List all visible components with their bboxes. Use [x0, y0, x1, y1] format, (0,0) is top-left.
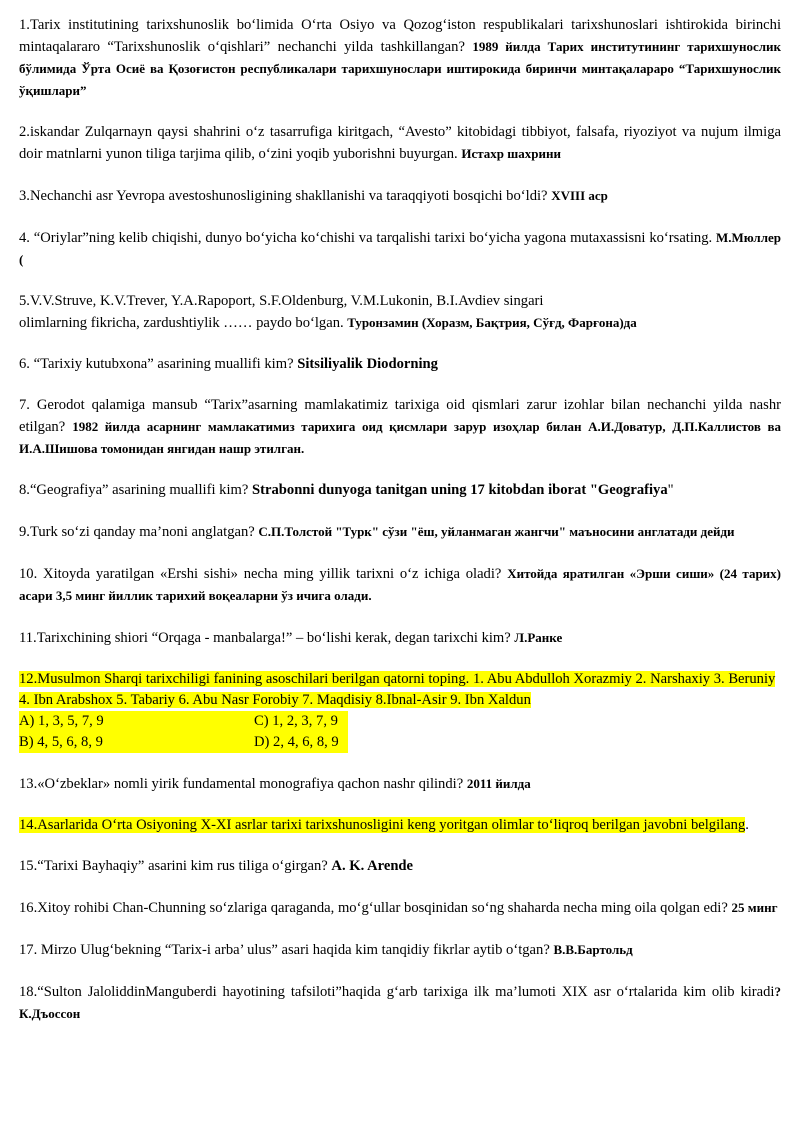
question-text: 14.Asarlarida O‘rta Osiyoning X-XI asrlar tarixi tarixshunosligini keng yoritgan olimlar to‘liqroq berilgan javobni belgilang — [19, 817, 746, 833]
question-text: 15.“Tarixi Bayhaqiy” asarini kim rus tiliga o‘girgan? — [19, 858, 328, 874]
question-text: 16.Xitoy rohibi Chan-Chunning so‘zlariga qaraganda, mo‘g‘ullar bosqinidan so‘ng shaharda necha ming oila qolgan edi? — [19, 900, 728, 916]
question-text: 8.“Geografiya” asarining muallifi kim? — [19, 482, 249, 498]
answer-text: 25 минг — [731, 900, 778, 915]
option-a[interactable]: A) 1, 3, 5, 7, 9 — [19, 713, 104, 729]
question-17 — [19, 939, 781, 961]
question-13 — [19, 773, 781, 795]
question-text: 1.Tarix institutining tarixshunoslik bo‘limida O‘rta Osiyo va Qozog‘iston respublikalari tarixshunoslari ishtirokida birinchi mintaqalararo “Tarixshunoslik o‘qishlari” nechanchi yilda tashkillangan? — [19, 17, 781, 55]
answer-text: Хитойда яратилган «Эрши сиши» (24 тарих) асари 3,5 минг йиллик тарихий воқеаларни ўз ичига олади. — [19, 566, 781, 603]
question-18 — [19, 981, 781, 1025]
question-text: 2.iskandar Zulqarnayn qaysi shahrini o‘z tasarrufiga kiritgach, “Avesto” kitobidagi tibbiyot, falsafa, riyoziyot va nujum ilmiga doir matnlarni yunon tiliga tarjima qilib, o‘zini yoqib yuborishni buyurgan. — [19, 124, 781, 162]
question-text-line2: olimlarning fikricha, zardushtiylik …… paydo bo‘lgan. — [19, 315, 344, 331]
question-6 — [19, 354, 781, 375]
question-text: 9.Turk so‘zi qanday ma’noni anglatgan? — [19, 524, 255, 540]
answer-text: В.В.Бартольд — [553, 942, 633, 957]
question-text: 4. “Oriylar”ning kelib chiqishi, dunyo bo‘yicha ko‘chishi va tarqalishi tarixi bo‘yicha yagona mutaxassisni ko‘rsating. — [19, 230, 713, 246]
question-text: 17. Mirzo Ulug‘bekning “Tarix-i arba’ ulus” asari haqida kim tanqidiy fikrlar aytib o‘tgan? — [19, 942, 550, 958]
question-2 — [19, 122, 781, 165]
option-d[interactable]: D) 2, 4, 6, 8, 9 — [254, 734, 339, 750]
question-9 — [19, 521, 781, 543]
answer-options — [19, 711, 781, 753]
question-text: 10. Xitoyda yaratilgan «Ershi sishi» necha ming yillik tarixni o‘z ichiga oladi? — [19, 566, 502, 582]
question-8 — [19, 480, 781, 501]
question-10 — [19, 563, 781, 607]
question-11 — [19, 627, 781, 649]
option-b[interactable]: B) 4, 5, 6, 8, 9 — [19, 734, 103, 750]
question-12 — [19, 669, 781, 711]
question-text: 3.Nechanchi asr Yevropa avestoshunosligining shakllanishi va taraqqiyoti bosqichi bo‘ldi? — [19, 188, 548, 204]
closing-quote: " — [667, 482, 674, 498]
question-text: 12.Musulmon Sharqi tarixchiligi fanining asoschilari berilgan qatorni toping. 1. Abu Abdulloh Xorazmiy 2. Narshaxiy 3. Beruniy 4. Ibn Arabshox 5. Tabariy 6. Abu Nasr Forobiy 7. Maqdisiy 8.Ibnal-Asir 9. Ibn Xaldun — [19, 671, 776, 708]
answer-text: Истахр шахрини — [461, 146, 561, 161]
question-text: 18.“Sulton JaloliddinManguberdi hayotining tafsiloti”haqida g‘arb tarixiga ilk ma’lumoti XIX asr o‘rtalarida kim olib kiradi — [19, 984, 775, 1000]
document-page — [19, 15, 781, 1045]
question-14 — [19, 815, 781, 836]
period: . — [745, 817, 749, 833]
answer-text: С.П.Толстой "Турк" сўзи "ёш, уйланмаган жангчи" маъносини англатади дейди — [258, 524, 735, 539]
answer-text: 1989 йилда Тарих институтининг тарихшунослик бўлимида Ўрта Осиё ва Қозоғистон республикалари тарихшунослари иштирокида биринчи минтақалараро “Тарихшунослик ўқишлари” — [19, 39, 781, 98]
answer-text: Sitsiliyalik Diodorning — [297, 356, 438, 372]
question-text: 11.Tarixchining shiori “Orqaga - manbalarga!” – bo‘lishi kerak, degan tarixchi kim? — [19, 630, 511, 646]
options-row-1 — [19, 711, 348, 732]
question-1 — [19, 15, 781, 102]
question-text: 13.«O‘zbeklar» nomli yirik fundamental monografiya qachon nashr qilindi? — [19, 776, 464, 792]
question-15 — [19, 856, 781, 877]
question-7 — [19, 395, 781, 460]
answer-text: 1982 йилда асарнинг мамлакатимиз тарихига оид қисмлари зарур изоҳлар билан А.И.Доватур, Д.П.Каллистов ва И.А.Шишова томонидан янгидан нашр этилган. — [19, 419, 781, 456]
question-text: 6. “Tarixiy kutubxona” asarining muallifi kim? — [19, 356, 294, 372]
options-row-2 — [19, 732, 348, 753]
answer-text: Туронзамин (Хоразм, Бақтрия, Сўғд, Фарғона)да — [347, 315, 637, 330]
answer-text: Л.Ранке — [514, 630, 563, 645]
answer-text: XVIII аср — [551, 188, 608, 203]
option-c[interactable]: C) 1, 2, 3, 7, 9 — [254, 713, 338, 729]
question-16 — [19, 897, 781, 919]
answer-text: Strabonni dunyoga tanitgan uning 17 kitobdan iborat "Geografiya — [252, 482, 668, 498]
answer-text: ? К.Дъоссон — [19, 984, 781, 1021]
answer-text: A. K. Arende — [331, 858, 414, 874]
question-5 — [19, 291, 781, 334]
question-3 — [19, 185, 781, 207]
answer-text: М.Мюллер ( — [19, 230, 781, 267]
question-text-line1: 5.V.V.Struve, K.V.Trever, Y.A.Rapoport, S.F.Oldenburg, V.M.Lukonin, B.I.Avdiev singari — [19, 293, 544, 309]
question-text: 7. Gerodot qalamiga mansub “Tarix”asarning mamlakatimiz tarixiga oid qismlari zarur izohlar bilan nechanchi yilda nashr etilgan? — [19, 397, 781, 435]
answer-text: 2011 йилда — [466, 776, 531, 791]
question-4 — [19, 227, 781, 271]
